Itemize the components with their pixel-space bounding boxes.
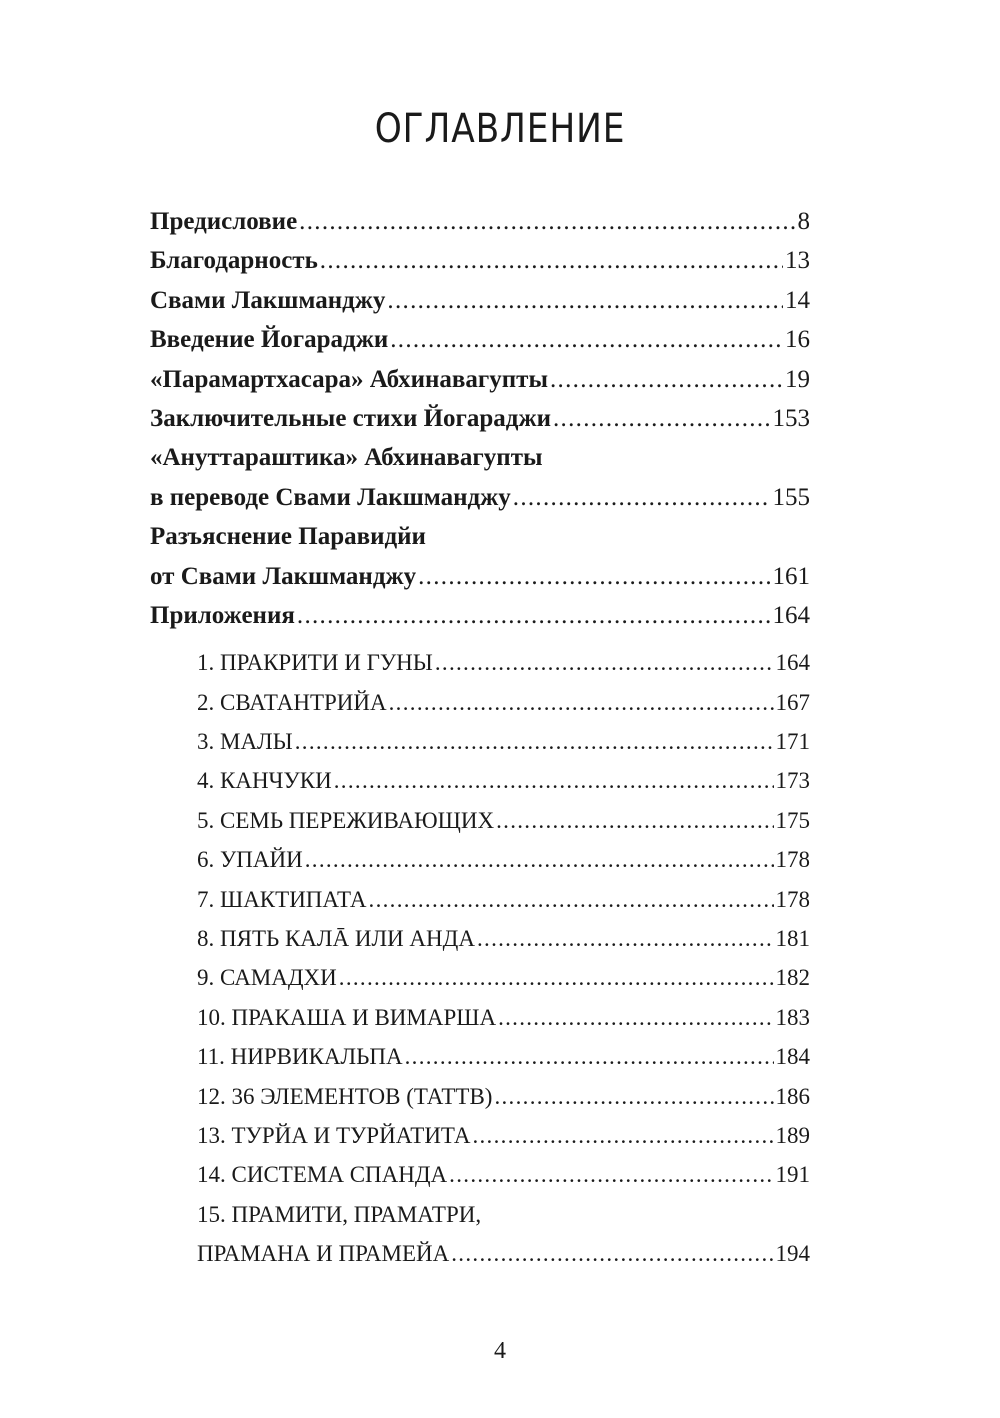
toc-entry-label: 5. СЕМЬ ПЕРЕЖИВАЮЩИХ (197, 807, 495, 833)
toc-appendix-entry[interactable] (197, 880, 810, 919)
toc-entry-label: 4. КАНЧУКИ (197, 768, 332, 794)
toc-entry-page: 182 (775, 965, 810, 991)
toc-entry-page: 153 (772, 404, 810, 432)
toc-entry-page: 14 (785, 286, 810, 314)
dot-leader (435, 643, 774, 682)
toc-appendix-entry[interactable] (197, 840, 810, 879)
dot-leader (305, 840, 774, 879)
toc-entry-label: 13. ТУРЙА И ТУРЙАТИТА (197, 1122, 471, 1148)
toc-entry-page: 184 (775, 1044, 810, 1070)
toc-entry-page: 175 (775, 807, 810, 833)
toc-appendix-entry[interactable] (197, 1234, 810, 1273)
toc-entry-label: Свами Лакшманджу (150, 286, 386, 314)
dot-leader (334, 761, 774, 800)
toc-entry-label: 9. САМАДХИ (197, 965, 337, 991)
toc-entry-page: 167 (775, 689, 810, 715)
toc-entry-label: Заключительные стихи Йогараджи (150, 404, 551, 432)
dot-leader (449, 1155, 773, 1194)
toc-entry-label: 3. МАЛЫ (197, 729, 293, 755)
dot-leader (390, 320, 783, 359)
toc-entry-label: 6. УПАЙИ (197, 847, 303, 873)
toc-entry-page: 178 (775, 886, 810, 912)
toc-entry-label: 14. СИСТЕМА СПАНДА (197, 1162, 448, 1188)
table-of-contents (150, 202, 810, 1274)
dot-leader (405, 1037, 774, 1076)
toc-entry-page: 183 (775, 1004, 810, 1030)
toc-entry-page: 178 (775, 847, 810, 873)
toc-entry-page: 16 (785, 326, 810, 354)
toc-entry-label: «Парамартхасара» Абхинавагупты (150, 365, 548, 393)
dot-leader (418, 557, 770, 596)
toc-appendix-entry[interactable] (197, 643, 810, 682)
dot-leader (477, 919, 774, 958)
toc-entry-page: 19 (785, 365, 810, 393)
toc-entry-label: от Свами Лакшманджу (150, 562, 417, 590)
toc-entry-acknowledgements[interactable] (150, 241, 810, 280)
toc-appendix-entry[interactable] (197, 1077, 810, 1116)
toc-appendix-entry[interactable] (197, 919, 810, 958)
toc-appendix-entry[interactable] (197, 1116, 810, 1155)
toc-appendix-entry[interactable] (197, 801, 810, 840)
toc-entry-anuttarashtika[interactable] (150, 478, 810, 517)
toc-entry-yogaraja-intro[interactable] (150, 320, 810, 359)
toc-entry-preface[interactable] (150, 202, 810, 241)
dot-leader (339, 958, 774, 997)
page-title: ОГЛАВЛЕНИЕ (374, 106, 626, 152)
toc-entry-paravidya[interactable] (150, 557, 810, 596)
toc-entry-page: 194 (775, 1241, 810, 1267)
toc-entry-page: 164 (772, 601, 810, 629)
toc-entry-label: «Ануттараштика» Абхинавагупты (150, 444, 543, 472)
toc-entry-label: Введение Йогараджи (150, 326, 389, 354)
dot-leader (496, 801, 773, 840)
toc-entry-page: 189 (775, 1122, 810, 1148)
toc-appendix-entry[interactable] (197, 1037, 810, 1076)
dot-leader (494, 1077, 773, 1116)
toc-entry-paramarthasara[interactable] (150, 360, 810, 399)
toc-entry-label: 15. ПРАМИТИ, ПРАМАТРИ, (197, 1201, 482, 1227)
toc-entry-page: 164 (775, 650, 810, 676)
toc-entry-page: 155 (772, 483, 810, 511)
toc-appendix-entry[interactable] (197, 1155, 810, 1194)
toc-entry-page: 186 (775, 1083, 810, 1109)
toc-entry-page: 161 (772, 562, 810, 590)
toc-entry-label: ПРАМАНА И ПРАМЕЙА (197, 1241, 450, 1267)
toc-appendix-entry[interactable] (197, 998, 810, 1037)
toc-appendix-entry[interactable] (197, 683, 810, 722)
dot-leader (513, 478, 771, 517)
dot-leader (498, 998, 773, 1037)
dot-leader (369, 880, 774, 919)
dot-leader (299, 202, 795, 241)
toc-appendix-entry[interactable] (197, 722, 810, 761)
toc-entry-closing-verses[interactable] (150, 399, 810, 438)
toc-entry-label: 8. ПЯТЬ КАЛĀ ИЛИ АНДА (197, 926, 475, 952)
toc-entry-page: 173 (775, 768, 810, 794)
toc-appendix-entry-line1[interactable] (197, 1195, 810, 1234)
toc-entry-label: 2. СВАТАНТРИЙА (197, 689, 387, 715)
toc-entry-page: 171 (775, 729, 810, 755)
dot-leader (295, 722, 774, 761)
toc-entry-label: Приложения (150, 601, 295, 629)
toc-entry-label: Благодарность (150, 247, 318, 275)
toc-appendix-entry[interactable] (197, 958, 810, 997)
dot-leader (387, 281, 783, 320)
toc-entry-label: 10. ПРАКАША И ВИМАРША (197, 1004, 497, 1030)
toc-entry-page: 191 (775, 1162, 810, 1188)
toc-entry-page: 8 (797, 208, 810, 235)
toc-entry-label: 1. ПРАКРИТИ И ГУНЫ (197, 650, 433, 676)
toc-entry-label: в переводе Свами Лакшманджу (150, 483, 511, 511)
toc-entry-label: 7. ШАКТИПАТА (197, 886, 367, 912)
dot-leader (320, 241, 783, 280)
toc-entry-label: Разъяснение Паравидйи (150, 523, 426, 551)
page-number: 4 (494, 1338, 506, 1364)
toc-entry-paravidya-line1[interactable] (150, 517, 810, 556)
toc-entry-appendices[interactable] (150, 596, 810, 635)
toc-entry-anuttarashtika-line1[interactable] (150, 438, 810, 477)
dot-leader (451, 1234, 773, 1273)
dot-leader (389, 683, 774, 722)
dot-leader (553, 399, 771, 438)
dot-leader (297, 596, 771, 635)
toc-entry-label: 11. НИРВИКАЛЬПА (197, 1044, 403, 1070)
dot-leader (472, 1116, 773, 1155)
toc-entry-swami-lakshmanjoo[interactable] (150, 281, 810, 320)
toc-appendix-entry[interactable] (197, 761, 810, 800)
toc-entry-page: 13 (785, 247, 810, 275)
toc-entry-label: 12. 36 ЭЛЕМЕНТОВ (ТАТТВ) (197, 1083, 493, 1109)
toc-entry-label: Предисловие (150, 208, 298, 235)
dot-leader (550, 360, 783, 399)
toc-entry-page: 181 (775, 926, 810, 952)
